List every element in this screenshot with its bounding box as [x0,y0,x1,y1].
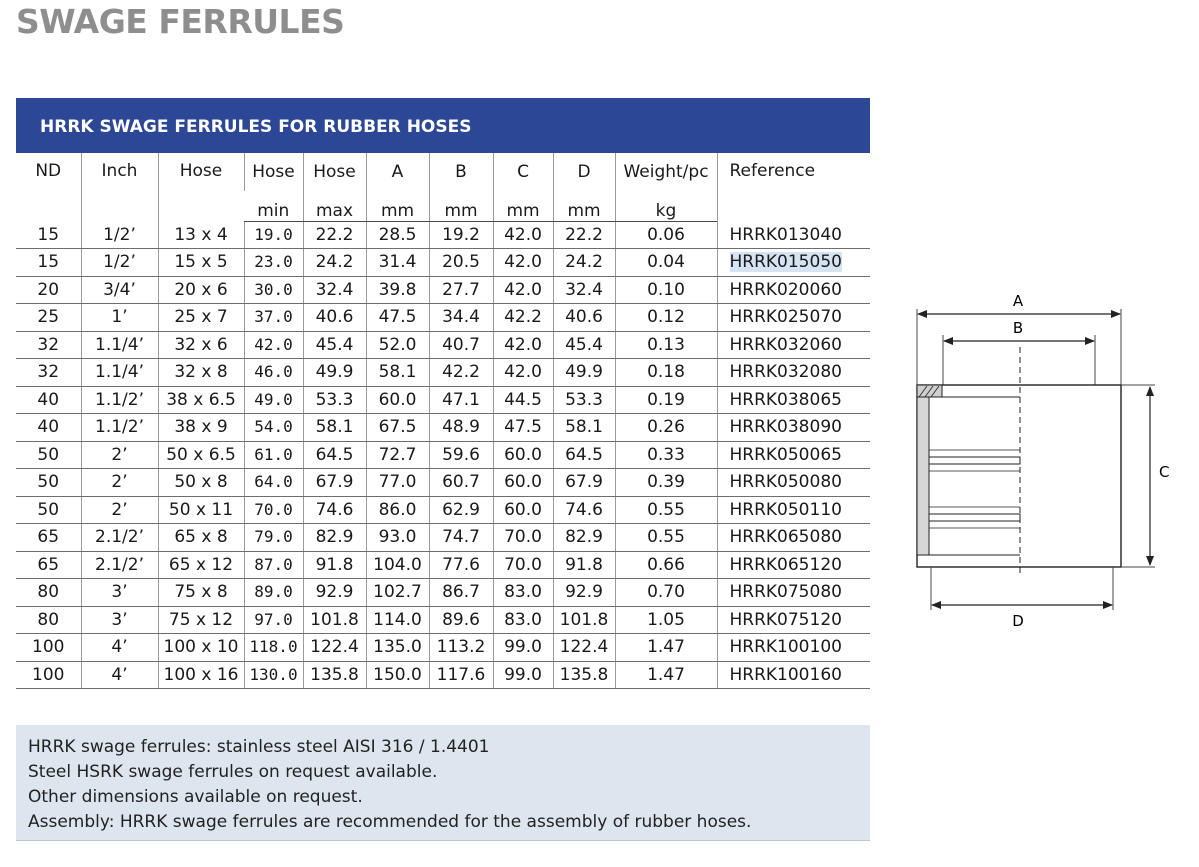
table-cell: 32 [16,331,81,359]
table-row [16,441,870,469]
table-cell: 117.6 [429,661,493,689]
table-cell: 32 [16,359,81,387]
groove-2 [929,514,1020,521]
table-cell: 40.6 [553,304,615,332]
table-cell: 2’ [81,469,158,497]
reference-cell: HRRK075080 [717,579,870,607]
table-cell: 135.8 [303,661,366,689]
table-cell: 1.05 [615,606,717,634]
table-cell: 1.1/4’ [81,359,158,387]
table-cell: 67.9 [303,469,366,497]
table-cell: 42.0 [493,221,553,249]
table-cell: 99.0 [493,661,553,689]
table-cell: 19.0 [244,221,303,249]
table-row [16,331,870,359]
table-cell: 64.0 [244,469,303,497]
table-cell: 62.9 [429,496,493,524]
table-cell: 40.7 [429,331,493,359]
table-row [16,221,870,249]
table-cell: 4’ [81,661,158,689]
column-unit: mm [366,191,429,221]
table-cell: 20 [16,276,81,304]
table-cell: 50 [16,496,81,524]
column-header: B [429,153,493,191]
table-cell: 122.4 [553,634,615,662]
table-cell: 70.0 [493,524,553,552]
table-cell: 67.9 [553,469,615,497]
table-cell: 31.4 [366,249,429,277]
table-cell: 130.0 [244,661,303,689]
table-cell: 39.8 [366,276,429,304]
table-cell: 42.0 [244,331,303,359]
table-cell: 101.8 [553,606,615,634]
reference-cell: HRRK050080 [717,469,870,497]
table-cell: 49.0 [244,386,303,414]
reference-cell: HRRK065080 [717,524,870,552]
table-cell: 22.2 [303,221,366,249]
table-cell: 58.1 [553,414,615,442]
table-cell: 15 x 5 [158,249,244,277]
table-cell: 1’ [81,304,158,332]
table-cell: 2.1/2’ [81,551,158,579]
table-cell: 20.5 [429,249,493,277]
notes-panel [16,725,870,841]
table-cell: 102.7 [366,579,429,607]
table-cell: 61.0 [244,441,303,469]
table-cell: 0.19 [615,386,717,414]
table-cell: 59.6 [429,441,493,469]
table-cell: 34.4 [429,304,493,332]
reference-cell: HRRK075120 [717,606,870,634]
table-cell: 0.55 [615,496,717,524]
table-cell: 50 [16,441,81,469]
table-cell: 32.4 [553,276,615,304]
reference-cell: HRRK038065 [717,386,870,414]
table-cell: 40 [16,386,81,414]
table-row [16,606,870,634]
column-header: ND [35,161,62,181]
table-cell: 20 x 6 [158,276,244,304]
table-cell: 47.5 [366,304,429,332]
table-cell: 86.7 [429,579,493,607]
table-cell: 42.2 [493,304,553,332]
groove-1 [929,457,1020,464]
table-cell: 100 [16,661,81,689]
column-unit: min [244,191,303,221]
table-cell: 50 [16,469,81,497]
table-cell: 13 x 4 [158,221,244,249]
table-cell: 70.0 [493,551,553,579]
reference-cell: HRRK032060 [717,331,870,359]
table-cell: 23.0 [244,249,303,277]
table-cell: 100 x 10 [158,634,244,662]
table-cell: 42.0 [493,249,553,277]
table-cell: 2.1/2’ [81,524,158,552]
table-cell: 58.1 [366,359,429,387]
table-cell: 4’ [81,634,158,662]
table-cell: 32.4 [303,276,366,304]
table-cell: 65 x 12 [158,551,244,579]
table-cell: 0.12 [615,304,717,332]
table-cell: 77.0 [366,469,429,497]
table-cell: 27.7 [429,276,493,304]
table-cell: 113.2 [429,634,493,662]
table-cell: 100 [16,634,81,662]
table-cell: 79.0 [244,524,303,552]
note-line: HRRK swage ferrules: stainless steel AISI 316 / 1.4401 [28,737,490,757]
ferrule-table-block [16,98,870,689]
table-row [16,661,870,689]
table-cell: 65 [16,551,81,579]
table-title: HRRK SWAGE FERRULES FOR RUBBER HOSES [16,98,870,153]
table-cell: 44.5 [493,386,553,414]
table-cell: 64.5 [553,441,615,469]
table-cell: 135.8 [553,661,615,689]
table-cell: 49.9 [553,359,615,387]
table-cell: 99.0 [493,634,553,662]
table-row [16,359,870,387]
table-cell: 122.4 [303,634,366,662]
table-cell: 80 [16,606,81,634]
table-cell: 0.33 [615,441,717,469]
table-cell: 28.5 [366,221,429,249]
table-cell: 50 x 6.5 [158,441,244,469]
column-unit: max [303,191,366,221]
table-cell: 87.0 [244,551,303,579]
table-cell: 91.8 [553,551,615,579]
table-row [16,634,870,662]
table-cell: 1.1/2’ [81,386,158,414]
table-cell: 32 x 8 [158,359,244,387]
table-cell: 82.9 [553,524,615,552]
table-cell: 50 x 8 [158,469,244,497]
table-cell: 30.0 [244,276,303,304]
table-cell: 80 [16,579,81,607]
table-row [16,469,870,497]
table-cell: 0.70 [615,579,717,607]
table-cell: 42.0 [493,359,553,387]
table-cell: 1.47 [615,634,717,662]
reference-cell: HRRK065120 [717,551,870,579]
table-cell: 101.8 [303,606,366,634]
table-row [16,524,870,552]
column-header: Inch [81,153,158,221]
table-cell: 49.9 [303,359,366,387]
table-cell: 15 [16,249,81,277]
table-row [16,386,870,414]
table-row [16,496,870,524]
table-cell: 45.4 [303,331,366,359]
table-cell: 24.2 [553,249,615,277]
table-cell: 47.1 [429,386,493,414]
reference-cell: HRRK050110 [717,496,870,524]
table-cell: 93.0 [366,524,429,552]
table-cell: 25 [16,304,81,332]
table-cell: 74.7 [429,524,493,552]
table-cell: 1/2’ [81,249,158,277]
table-row [16,414,870,442]
ferrule-wall-section [917,397,929,555]
table-cell: 0.26 [615,414,717,442]
table-cell: 3’ [81,579,158,607]
table-cell: 53.3 [303,386,366,414]
table-cell: 3’ [81,606,158,634]
table-cell: 150.0 [366,661,429,689]
reference-cell [717,249,870,277]
reference-cell: HRRK013040 [717,221,870,249]
reference-cell: HRRK050065 [717,441,870,469]
ferrule-diagram [905,285,1175,635]
table-cell: 47.5 [493,414,553,442]
table-row [16,579,870,607]
table-cell: 70.0 [244,496,303,524]
column-header: Hose [244,153,303,191]
table-cell: 100 x 16 [158,661,244,689]
column-header: D [553,153,615,191]
table-cell: 86.0 [366,496,429,524]
table-cell: 89.6 [429,606,493,634]
table-cell: 58.1 [303,414,366,442]
table-cell: 50 x 11 [158,496,244,524]
table-cell: 40.6 [303,304,366,332]
table-cell: 83.0 [493,579,553,607]
table-cell: 64.5 [303,441,366,469]
table-cell: 45.4 [553,331,615,359]
table-cell: 60.0 [493,469,553,497]
table-cell: 72.7 [366,441,429,469]
table-cell: 0.04 [615,249,717,277]
table-cell: 40 [16,414,81,442]
ferrule-body [917,385,1121,567]
reference-cell: HRRK100160 [717,661,870,689]
table-row [16,304,870,332]
reference-cell: HRRK020060 [717,276,870,304]
table-cell: 37.0 [244,304,303,332]
table-cell: 32 x 6 [158,331,244,359]
note-line: Steel HSRK swage ferrules on request available. [28,762,438,782]
table-cell: 75 x 8 [158,579,244,607]
table-cell: 60.0 [493,441,553,469]
reference-cell: HRRK038090 [717,414,870,442]
table-cell: 135.0 [366,634,429,662]
table-cell: 19.2 [429,221,493,249]
column-unit: mm [553,191,615,221]
table-cell: 75 x 12 [158,606,244,634]
table-cell: 0.13 [615,331,717,359]
table-cell: 97.0 [244,606,303,634]
table-cell: 1.1/4’ [81,331,158,359]
table-cell: 42.0 [493,276,553,304]
table-row [16,249,870,277]
table-cell: 0.66 [615,551,717,579]
table-cell: 48.9 [429,414,493,442]
table-cell: 92.9 [303,579,366,607]
table-cell: 38 x 9 [158,414,244,442]
table-cell: 15 [16,221,81,249]
table-cell: 104.0 [366,551,429,579]
table-cell: 91.8 [303,551,366,579]
table-cell: 3/4’ [81,276,158,304]
table-cell: 46.0 [244,359,303,387]
table-cell: 82.9 [303,524,366,552]
dimension-a-label: A [1012,292,1024,310]
table-cell: 0.06 [615,221,717,249]
table-cell: 1/2’ [81,221,158,249]
table-cell: 77.6 [429,551,493,579]
reference-cell: HRRK100100 [717,634,870,662]
table-cell: 67.5 [366,414,429,442]
table-cell: 74.6 [553,496,615,524]
table-cell: 74.6 [303,496,366,524]
reference-cell: HRRK032080 [717,359,870,387]
ferrule-table [16,153,870,689]
table-cell: 1.1/2’ [81,414,158,442]
column-header: Reference [717,153,870,221]
table-cell: 53.3 [553,386,615,414]
table-cell: 24.2 [303,249,366,277]
table-cell: 0.10 [615,276,717,304]
dimension-d-label: D [1012,612,1024,630]
column-header: Hose [303,153,366,191]
table-cell: 52.0 [366,331,429,359]
reference-cell: HRRK025070 [717,304,870,332]
table-cell: 65 [16,524,81,552]
table-cell: 118.0 [244,634,303,662]
table-cell: 42.2 [429,359,493,387]
table-cell: 60.0 [493,496,553,524]
table-cell: 42.0 [493,331,553,359]
note-line: Assembly: HRRK swage ferrules are recommended for the assembly of rubber hoses. [28,812,752,832]
column-header: Hose [158,153,244,221]
page-title: SWAGE FERRULES [16,2,345,41]
table-row [16,551,870,579]
table-cell: 2’ [81,441,158,469]
table-cell: 60.7 [429,469,493,497]
table-cell: 1.47 [615,661,717,689]
dimension-b-label: B [1012,319,1024,337]
table-cell: 38 x 6.5 [158,386,244,414]
column-header: Weight/pc [615,153,717,191]
column-unit: mm [493,191,553,221]
highlighted-reference[interactable]: HRRK015050 [729,252,842,273]
table-cell: 114.0 [366,606,429,634]
table-cell: 25 x 7 [158,304,244,332]
table-cell: 0.39 [615,469,717,497]
dimension-c-label: C [1159,463,1170,481]
table-cell: 2’ [81,496,158,524]
table-cell: 54.0 [244,414,303,442]
column-unit: kg [615,191,717,221]
table-cell: 83.0 [493,606,553,634]
column-header: A [366,153,429,191]
table-row [16,276,870,304]
table-cell: 60.0 [366,386,429,414]
table-cell: 89.0 [244,579,303,607]
column-header: C [493,153,553,191]
table-cell: 65 x 8 [158,524,244,552]
note-line: Other dimensions available on request. [28,787,363,807]
table-cell: 22.2 [553,221,615,249]
table-cell: 0.55 [615,524,717,552]
table-cell: 92.9 [553,579,615,607]
table-cell: 0.18 [615,359,717,387]
column-unit: mm [429,191,493,221]
